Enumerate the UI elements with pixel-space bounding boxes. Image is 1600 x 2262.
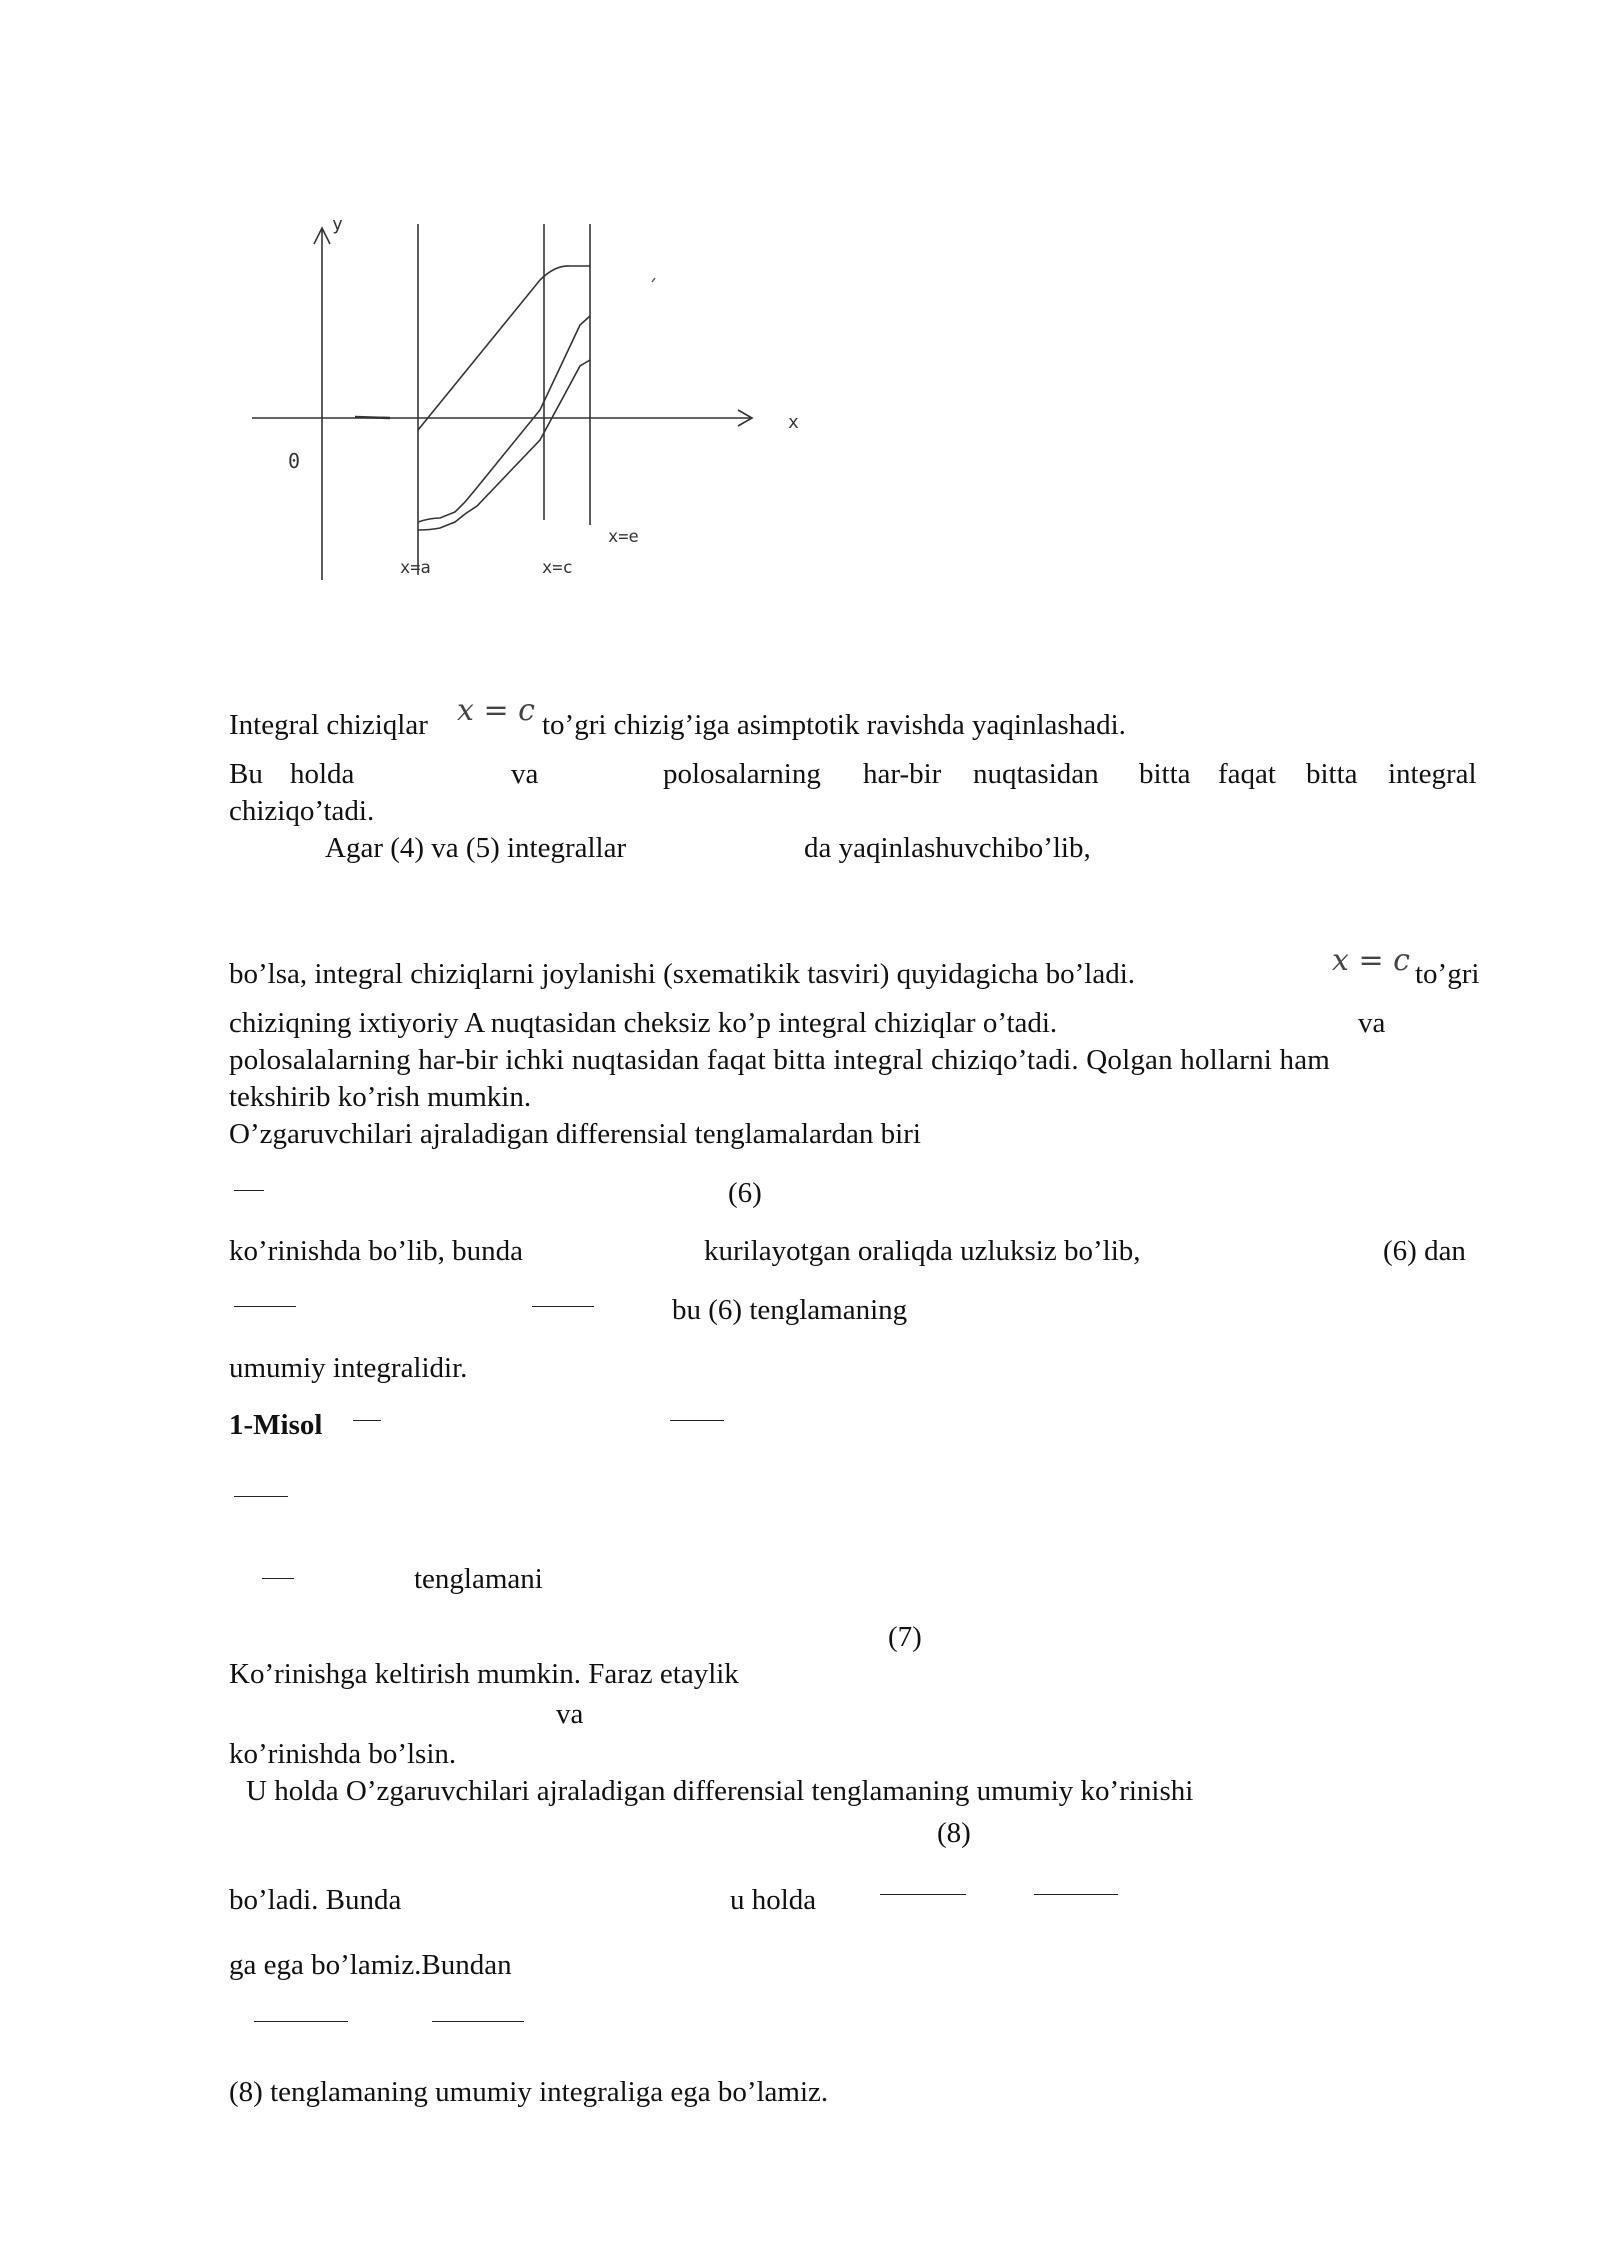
p4-text-d: bu (6) tenglamaning [672, 1294, 908, 1326]
eq7-number: (7) [888, 1621, 922, 1653]
ex1-line4a: bo’ladi. Bunda [229, 1884, 402, 1916]
ex1-line6: (8) tenglamaning umumiy integraliga ega bo’lamiz. [229, 2076, 829, 2108]
fraction-bar [234, 1496, 288, 1497]
p3-line3: polosalalarning har-bir ichki nuqtasidan faqat bitta integral chiziqo’tadi. Qolgan hollarni ham [229, 1044, 1331, 1076]
p4-text-b: kurilayotgan oraliqda uzluksiz bo’lib, [704, 1235, 1141, 1267]
fraction-bar [880, 1894, 966, 1895]
ex1-line5: ga ega bo’lamiz.Bundan [229, 1949, 512, 1981]
math-x-eq-c-2: x = c [1332, 943, 1410, 978]
line-a-label: x=a [400, 558, 431, 578]
p4-text-c: (6) dan [1383, 1235, 1466, 1267]
fraction-bar [234, 1190, 264, 1191]
fraction-bar [670, 1420, 724, 1421]
y-axis-label: y [332, 214, 343, 235]
p4-text-e: umumiy integralidir. [229, 1352, 468, 1384]
p3-line2a: chiziqning ixtiyoriy A nuqtasidan cheksiz ko’p integral chiziqlar o’tadi. [229, 1007, 1058, 1039]
p2-line2: chiziqo’tadi. [229, 795, 375, 827]
p1-text-a: Integral chiziqlar [229, 709, 428, 741]
ex1-line2: ko’rinishda bo’lsin. [229, 1738, 457, 1770]
p3-line1a: bo’lsa, integral chiziqlarni joylanishi (sxematikik tasviri) quyidagicha bo’ladi. [229, 958, 1136, 990]
math-x-eq-c: x = c [457, 693, 535, 728]
eq6-number: (6) [728, 1177, 762, 1209]
p4-text-a: ko’rinishda bo’lib, bunda [229, 1235, 523, 1267]
ex1-line1: Ko’rinishga keltirish mumkin. Faraz etaylik [229, 1658, 739, 1690]
integral-curve-upper [418, 266, 590, 430]
p2-line3a: Agar (4) va (5) integrallar [325, 832, 627, 864]
ex1-tenglamani: tenglamani [414, 1563, 543, 1595]
eq8-number: (8) [937, 1817, 971, 1849]
fraction-bar [532, 1306, 594, 1307]
fraction-bar [432, 2021, 524, 2022]
p2-line1: Bu holda va polosalarning har-bir nuqtasidan bitta faqat bitta integral [229, 758, 1477, 790]
integral-curve-lower [418, 360, 590, 530]
fraction-bar [234, 1306, 296, 1307]
fraction-bar [262, 1578, 294, 1579]
x-axis-label: x [788, 412, 799, 433]
origin-label: 0 [288, 449, 301, 473]
fraction-bar [353, 1420, 381, 1421]
p3-line5: O’zgaruvchilari ajraladigan differensial tenglamalardan biri [229, 1118, 921, 1150]
p3-line1b: to’gri [1415, 958, 1480, 990]
p1-text-b: to’gri chizig’iga asimptotik ravishda yaqinlashadi. [542, 709, 1126, 741]
line-e-label: x=e [608, 527, 639, 547]
ex1-line4b: u holda [730, 1884, 817, 1916]
ex1-line3: U holda O’zgaruvchilari ajraladigan differensial tenglamaning umumiy ko’rinishi [246, 1775, 1194, 1807]
fraction-bar [254, 2021, 348, 2022]
example-1-title: 1-Misol [229, 1409, 323, 1441]
fraction-bar [1034, 1894, 1118, 1895]
p3-line4: tekshirib ko’rish mumkin. [229, 1081, 532, 1113]
integral-curves-figure [240, 200, 840, 600]
integral-curve-middle [418, 316, 590, 522]
p3-line2b: va [1358, 1007, 1386, 1039]
p2-line3b: da yaqinlashuvchibo’lib, [804, 832, 1091, 864]
ex1-va: va [556, 1698, 584, 1730]
line-c-label: x=c [542, 558, 573, 578]
